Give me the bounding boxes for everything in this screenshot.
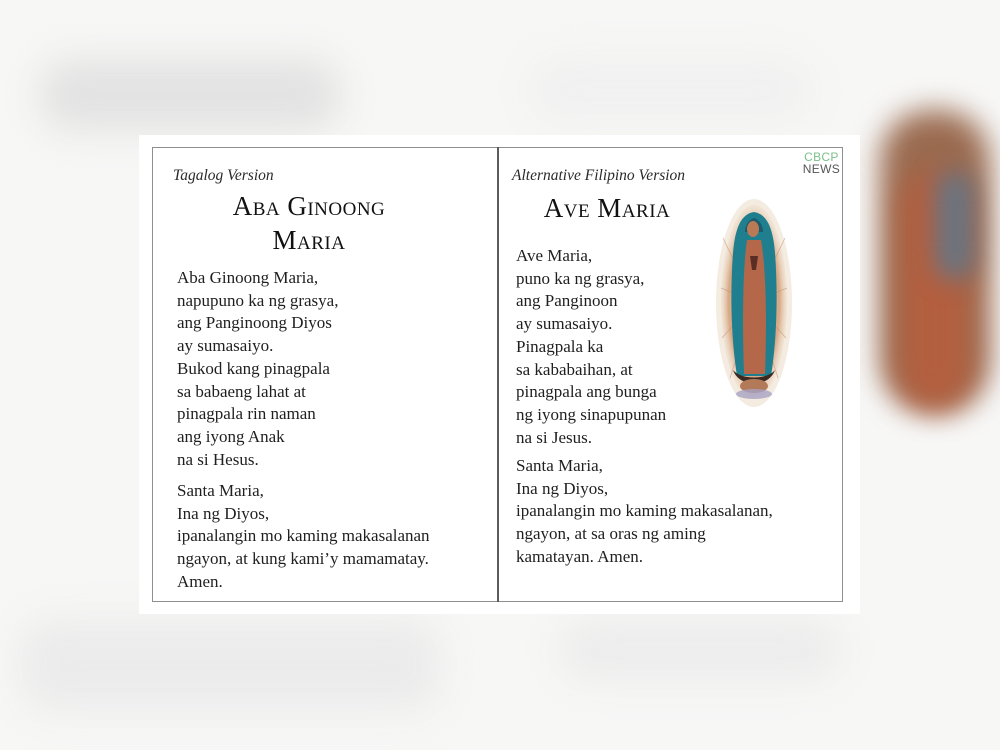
verse-line: ipanalangin mo kaming makasalanan [177, 526, 430, 546]
right-stanza-2 [516, 455, 773, 569]
verse-line: ipanalangin mo kaming makasalanan, [516, 501, 773, 521]
background-blur [530, 60, 810, 120]
verse-line: ang Panginoong Diyos [177, 313, 332, 333]
background-blur-image [935, 170, 975, 280]
verse-line: napupuno ka ng grasya, [177, 290, 339, 310]
background-blur [560, 620, 840, 680]
verse-line: pinagpala rin naman [177, 404, 316, 424]
logo-news: NEWS [802, 162, 840, 176]
verse-line: sa kababaihan, at [516, 359, 633, 379]
verse-line: ang iyong Anak [177, 426, 285, 446]
background-blur [20, 620, 440, 710]
verse-line: kamatayan. Amen. [516, 546, 643, 566]
prayer-card [139, 135, 860, 614]
column-divider [497, 147, 499, 602]
our-lady-of-guadalupe-image [715, 198, 793, 408]
verse-line: Ave Maria, [516, 246, 593, 265]
left-title [159, 189, 459, 257]
verse-line: ang Panginoon [516, 291, 618, 311]
verse-line: ngayon, at sa oras ng aming [516, 524, 706, 544]
verse-line: ay sumasaiyo. [516, 314, 613, 334]
verse-line: na si Hesus. [177, 449, 259, 469]
left-stanza-1 [177, 267, 338, 471]
cbcp-news-logo [803, 151, 840, 175]
verse-line: puno ka ng grasya, [516, 268, 645, 288]
right-subtitle: Alternative Filipino Version [512, 167, 686, 184]
verse-line: Santa Maria, [177, 481, 264, 500]
verse-line: ay sumasaiyo. [177, 336, 274, 356]
right-stanza-1 [516, 245, 666, 449]
verse-line: ng iyong sinapupunan [516, 404, 667, 424]
left-subtitle: Tagalog Version [173, 167, 274, 184]
verse-line: pinagpala ang bunga [516, 382, 657, 402]
logo-cbcp: CBCP [804, 150, 839, 164]
verse-line: na si Jesus. [516, 427, 593, 447]
verse-line: Ina ng Diyos, [516, 478, 609, 498]
verse-line: Aba Ginoong Maria, [177, 268, 319, 287]
verse-line: Amen. [177, 571, 223, 591]
verse-line: Santa Maria, [516, 456, 603, 475]
verse-line: sa babaeng lahat at [177, 381, 306, 401]
verse-line: ngayon, at kung kami’y mamamatay. [177, 549, 429, 569]
right-title: Ave Maria [543, 193, 671, 223]
verse-line: Ina ng Diyos, [177, 503, 270, 523]
left-stanza-2 [177, 480, 430, 594]
verse-line: Pinagpala ka [516, 336, 604, 356]
background-blur [40, 60, 340, 130]
verse-line: Bukod kang pinagpala [177, 358, 330, 378]
left-title-line1: Aba Ginoong [232, 191, 386, 221]
left-title-line2: Maria [272, 225, 346, 255]
